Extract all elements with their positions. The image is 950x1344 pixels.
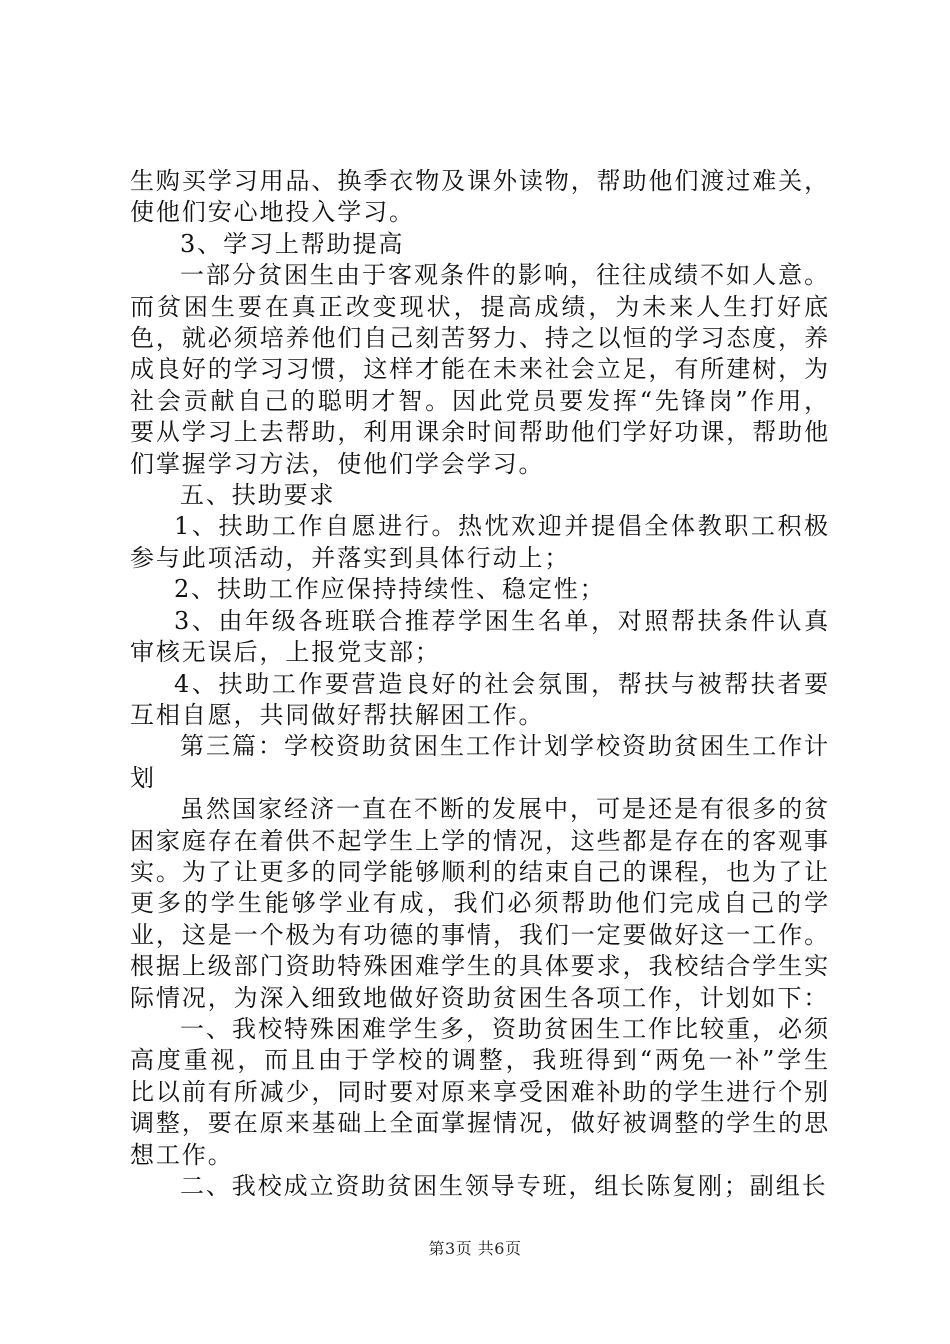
list-item: 3、由年级各班联合推荐学困生名单，对照帮扶条件认真审核无误后，上报党支部； bbox=[130, 606, 830, 667]
page-number-label: 第3页 共6页 bbox=[428, 1239, 522, 1258]
page-footer bbox=[0, 1236, 950, 1259]
section-heading: 3、学习上帮助提高 bbox=[180, 229, 405, 258]
paragraph: 一、我校特殊困难学生多，资助贫困生工作比较重，必须高度重视，而且由于学校的调整，我班得到“两免一补”学生比以前有所减少，同时要对原来享受困难补助的学生进行个别调整，要在原来基础上全面掌握情况，做好被调整的学生的思想工作。 bbox=[130, 1014, 830, 1169]
paragraph: 生购买学习用品、换季衣物及课外读物，帮助他们渡过难关，使他们安心地投入学习。 bbox=[130, 167, 830, 227]
paragraph: 二、我校成立资助贫困生领导专班，组长陈复刚；副组长 bbox=[180, 1172, 828, 1200]
paragraph: 虽然国家经济一直在不断的发展中，可是还是有很多的贫困家庭存在着供不起学生上学的情况，这些都是存在的客观事实。为了让更多的同学能够顺利的结束自己的课程，也为了让更多的学生能够学业有成，我们必须帮助他们完成自己的学业，这是一个极为有功德的事情，我们一定要做好这一工作。根据上级部门资助特殊困难学生的具体要求，我校结合学生实际情况，为深入细致地做好资助贫困生各项工作，计划如下： bbox=[130, 795, 830, 1012]
paragraph: 一部分贫困生由于客观条件的影响，往往成绩不如人意。而贫困生要在真正改变现状，提高成绩，为未来人生打好底色，就必须培养他们自己刻苦努力、持之以恒的学习态度，养成良好的学习习惯，这样才能在未来社会立足，有所建树，为社会贡献自己的聪明才智。因此党员要发挥“先锋岗”作用，要从学习上去帮助，利用课余时间帮助他们学好功课，帮助他们掌握学习方法，使他们学会学习。 bbox=[130, 261, 830, 478]
chapter-title: 第三篇：学校资助贫困生工作计划学校资助贫困生工作计划 bbox=[130, 732, 830, 792]
list-item: 1、扶助工作自愿进行。热忱欢迎并提倡全体教职工积极参与此项活动，并落实到具体行动上； bbox=[130, 512, 830, 572]
section-heading: 五、扶助要求 bbox=[180, 481, 336, 510]
document-body bbox=[130, 166, 830, 1202]
list-item: 4、扶助工作要营造良好的社会氛围，帮扶与被帮扶者要互相自愿，共同做好帮扶解困工作。 bbox=[130, 669, 830, 729]
list-item: 2、扶助工作应保持持续性、稳定性； bbox=[174, 575, 606, 604]
